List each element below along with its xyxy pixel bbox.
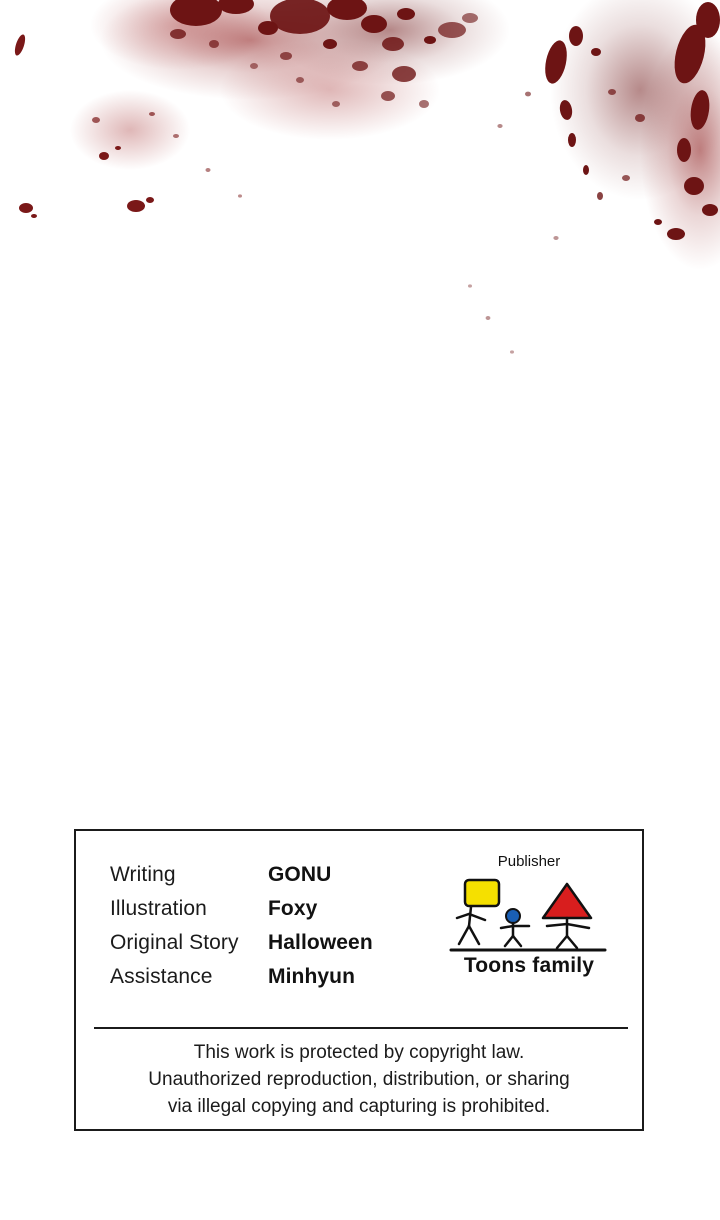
credit-row: [110, 897, 410, 931]
copyright-line: Unauthorized reproduction, distribution, or sharing: [148, 1069, 570, 1090]
credits-card: [74, 829, 644, 1131]
toons-family-logo-icon: [449, 874, 609, 956]
blood-splatter-svg: [0, 0, 720, 400]
copyright-notice: [76, 1039, 642, 1120]
credit-role-label: Writing: [110, 863, 176, 886]
credit-role-label: Assistance: [110, 965, 213, 988]
credit-row: [110, 965, 410, 999]
copyright-line: This work is protected by copyright law.: [193, 1042, 525, 1063]
credit-role-label: Illustration: [110, 897, 207, 920]
publisher-name: Toons family: [463, 954, 595, 977]
credit-role-label: Original Story: [110, 931, 239, 954]
credits-divider: [94, 1027, 628, 1029]
stick-figures-icon: [449, 874, 609, 956]
credit-name-value: GONU: [268, 863, 332, 886]
credit-name-value: Minhyun: [268, 965, 356, 988]
credit-row: [110, 863, 410, 897]
credits-role-list: [110, 863, 410, 999]
credit-row: [110, 931, 410, 965]
credit-name-value: Foxy: [268, 897, 318, 920]
copyright-line: via illegal copying and capturing is prohibited.: [167, 1096, 551, 1117]
blood-splatter-artwork: [0, 0, 720, 400]
publisher-label: Publisher: [497, 853, 561, 870]
publisher-block: [438, 853, 620, 978]
credits-top-section: [76, 831, 642, 1021]
credit-name-value: Halloween: [268, 931, 373, 954]
